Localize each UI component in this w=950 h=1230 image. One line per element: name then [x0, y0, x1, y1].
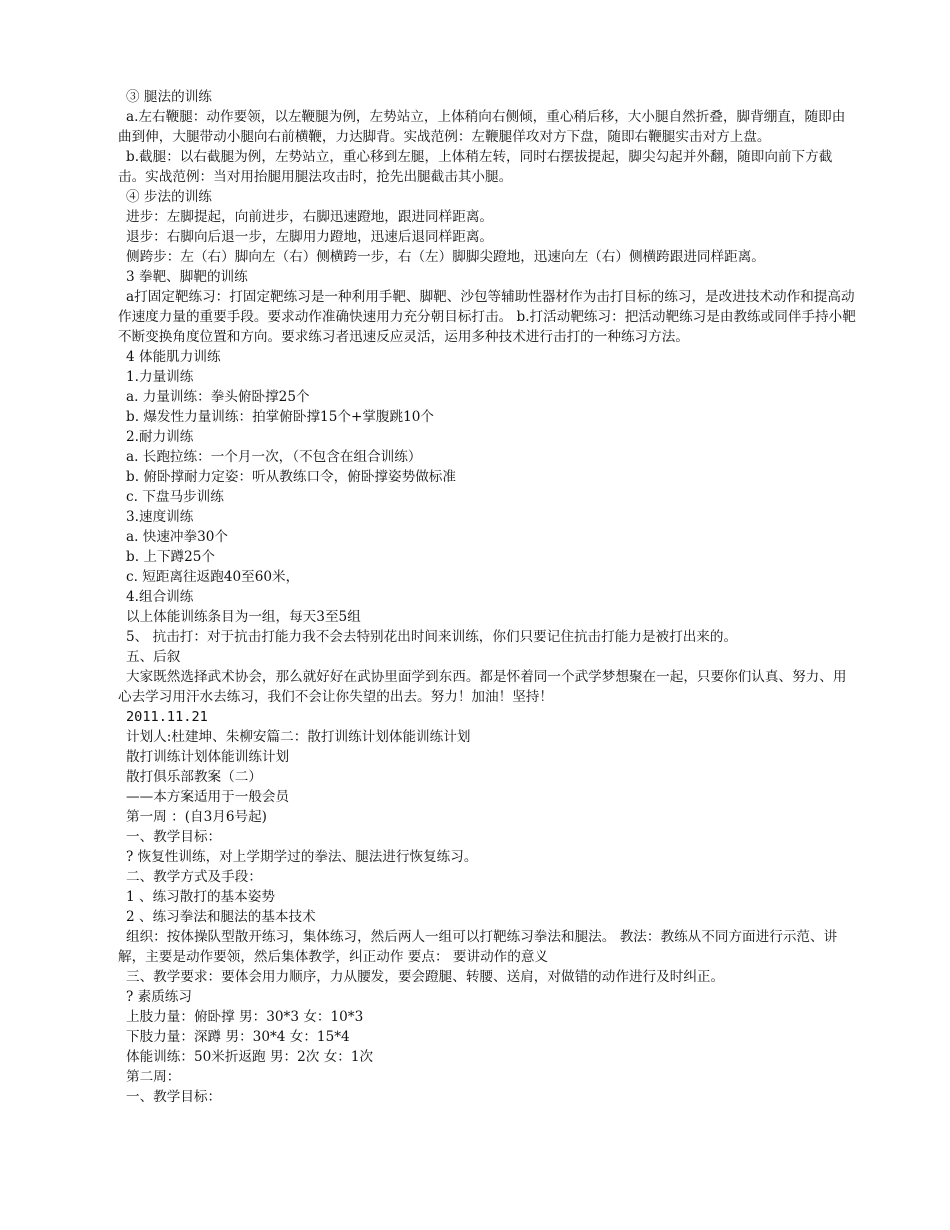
- line-advance-step: 进步：左脚提起，向前进步，右脚迅速蹬地，跟进同样距离。: [126, 209, 494, 225]
- paragraph-whip-kick: a.左右鞭腿：动作要领，以左鞭腿为例，左势站立，上体稍向右侧倾，重心稍后移，大小腿自然折叠，脚背绷直，随即由曲到伸，大腿带动小腿向右前横鞭，力达脚背。实战范例：左鞭腿佯攻对方下盘，随即右鞭腿实击对方上盘。: [118, 109, 846, 145]
- line-shuttle-run: 体能训练：50米折返跑 男：2次 女：1次: [126, 1049, 374, 1065]
- section-heading-footwork: ④ 步法的训练: [126, 189, 212, 205]
- line-lower-body: 下肢力量：深蹲 男：30*4 女：15*4: [126, 1029, 350, 1045]
- heading-teaching-goals-week-two: 一、教学目标：: [126, 1089, 222, 1105]
- line-retreat-step: 退步：右脚向后退一步，左脚用力蹬地，迅速后退同样距离。: [126, 229, 494, 245]
- section-heading-fitness: 4 体能肌力训练: [126, 349, 221, 365]
- line-week-one: 第一周 ：(自3月6号起): [126, 809, 267, 825]
- list-item-endurance-c: c. 下盘马步训练: [126, 489, 224, 505]
- line-plan-title: 散打训练计划体能训练计划: [126, 749, 290, 765]
- paragraph-stop-kick: b.截腿：以右截腿为例，左势站立，重心移到左腿，上体稍左转，同时右摆拔提起，脚尖勾起并外翻，随即向前下方截击。实战范例：当对用抬腿用腿法攻击时，抢先出腿截击其小腿。: [118, 149, 833, 185]
- document-body: [118, 87, 858, 1107]
- subheading-combination: 4.组合训练: [126, 589, 194, 605]
- list-item-endurance-a: a. 长跑拉练：一个月一次，（不包含在组合训练）: [126, 449, 422, 465]
- list-item-basic-stance: 1 、练习散打的基本姿势: [126, 889, 275, 905]
- line-combination-note: 以上体能训练条目为一组，每天3至5组: [126, 609, 361, 625]
- section-heading-kick-training: ③ 腿法的训练: [126, 89, 212, 105]
- line-anti-strike: 5、 抗击打：对于抗击打能力我不会去特别花出时间来训练，你们只要记住抗击打能力是被打出来的。: [126, 629, 738, 645]
- line-upper-body: 上肢力量：俯卧撑 男：30*3 女：10*3: [126, 1009, 364, 1025]
- subheading-speed: 3.速度训练: [126, 509, 194, 525]
- paragraph-pad-practice: a打固定靶练习：打固定靶练习是一种利用手靶、脚靶、沙包等辅助性器材作为击打目标的练习，是改进技术动作和提高动作速度力量的重要手段。要求动作准确快速用力充分朝目标打击。 b.打活动靶练习：把活动靶练习是由教练或同伴手持小靶不断变换角度位置和方向。要求练习者迅速反应灵活，运用多种技术进行击打的一种练习方法。: [118, 289, 856, 345]
- line-week-two: 第二周：: [126, 1069, 181, 1085]
- section-heading-afterword: 五、后叙: [126, 649, 181, 665]
- section-heading-pad-training: 3 拳靶、脚靶的训练: [126, 269, 248, 285]
- line-quality-practice: ? 素质练习: [126, 989, 192, 1005]
- paragraph-organization: 组织：按体操队型散开练习，集体练习，然后两人一组可以打靶练习拳法和腿法。 教法：教练从不同方面进行示范、讲解，主要是动作要领，然后集体教学，纠正动作 要点： 要讲动作的意义: [118, 929, 838, 965]
- subheading-strength: 1.力量训练: [126, 369, 194, 385]
- line-teaching-requirements: 三、教学要求：要体会用力顺序，力从腰发，要会蹬腿、转腰、送肩，对做错的动作进行及时纠正。: [126, 969, 725, 985]
- paragraph-afterword: 大家既然选择武术协会，那么就好好在武协里面学到东西。都是怀着同一个武学梦想聚在一起，只要你们认真、努力、用心去学习用汗水去练习，我们不会让你失望的出去。努力！加油！坚持！: [118, 669, 847, 705]
- line-recovery-training: ? 恢复性训练，对上学期学过的拳法、腿法进行恢复练习。: [126, 849, 478, 865]
- line-lesson-plan-title: 散打俱乐部教案（二）: [126, 769, 262, 785]
- subheading-endurance: 2.耐力训练: [126, 429, 194, 445]
- line-applicability: ——本方案适用于一般会员: [126, 789, 290, 805]
- list-item-speed-b: b. 上下蹲25个: [126, 549, 216, 565]
- heading-teaching-goals: 一、教学目标：: [126, 829, 222, 845]
- list-item-speed-c: c. 短距离往返跑40至60米，: [126, 569, 300, 585]
- line-planners: 计划人:杜建坤、朱柳安篇二：散打训练计划体能训练计划: [126, 729, 471, 745]
- date-line: 2011.11.21: [126, 709, 208, 725]
- list-item-strength-a: a. 力量训练：拳头俯卧撑25个: [126, 389, 310, 405]
- line-side-step: 侧跨步：左（右）脚向左（右）侧横跨一步，右（左）脚脚尖蹬地，迅速向左（右）侧横跨跟进同样距离。: [126, 249, 765, 265]
- list-item-endurance-b: b. 俯卧撑耐力定姿：听从教练口令，俯卧撑姿势做标准: [126, 469, 456, 485]
- heading-teaching-methods: 二、教学方式及手段：: [126, 869, 262, 885]
- list-item-basic-technique: 2 、练习拳法和腿法的基本技术: [126, 909, 316, 925]
- list-item-strength-b: b. 爆发性力量训练：拍掌俯卧撑15个+掌腹跳10个: [126, 409, 435, 425]
- list-item-speed-a: a. 快速冲拳30个: [126, 529, 229, 545]
